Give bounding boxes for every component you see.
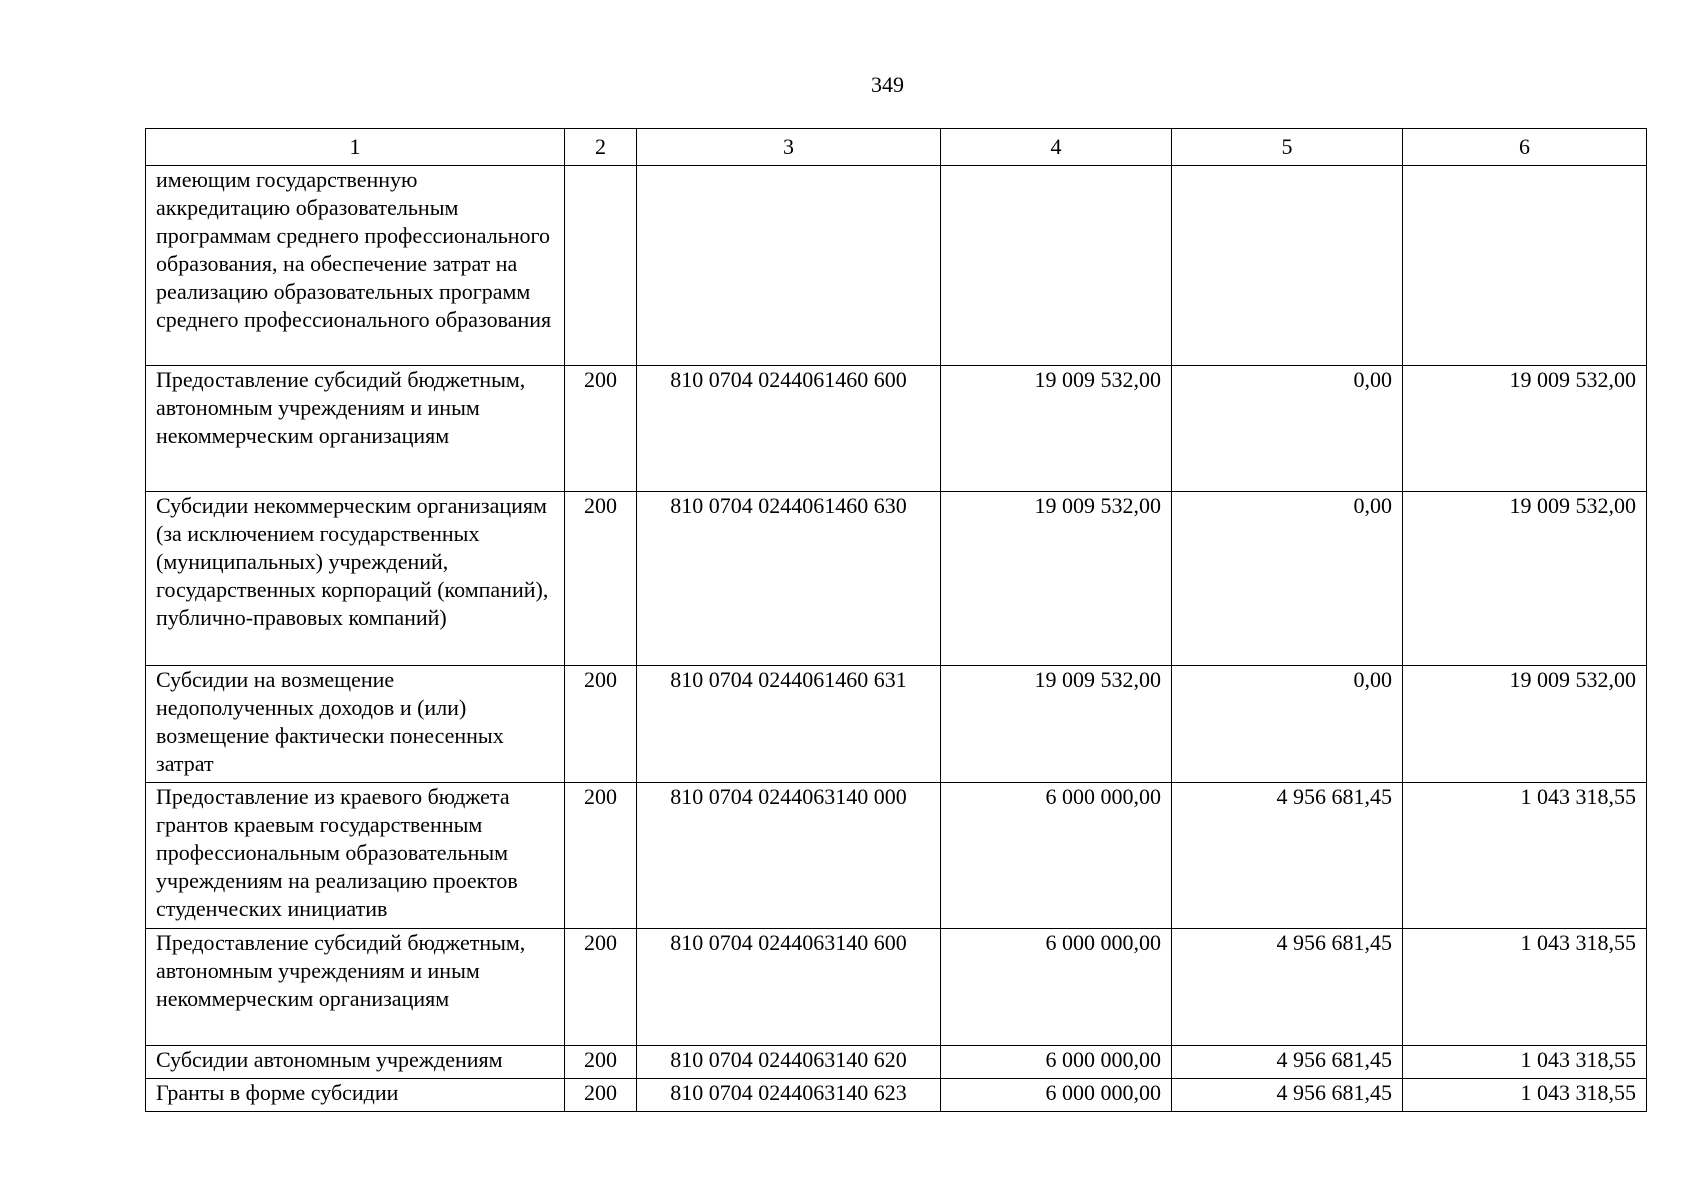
- row-name-cell: Субсидии автономным учреждениям: [146, 1046, 565, 1079]
- row-code-cell: 200: [565, 1079, 637, 1112]
- row-approved-cell: 6 000 000,00: [941, 1046, 1172, 1079]
- row-unexecuted-cell: 1 043 318,55: [1403, 929, 1647, 1046]
- row-executed-cell: 4 956 681,45: [1172, 1046, 1403, 1079]
- row-unexecuted-cell: 1 043 318,55: [1403, 1046, 1647, 1079]
- column-header-4: 4: [941, 129, 1172, 166]
- row-unexecuted-cell: 19 009 532,00: [1403, 366, 1647, 492]
- column-number-header-row: [146, 129, 1647, 166]
- row-name-cell: Предоставление субсидий бюджетным, автономным учреждениям и иным некоммерческим организациям: [146, 366, 565, 492]
- row-kbk-cell: 810 0704 0244061460 600: [637, 366, 941, 492]
- row-approved-cell: 19 009 532,00: [941, 366, 1172, 492]
- row-unexecuted-cell: 1 043 318,55: [1403, 1079, 1647, 1112]
- row-executed-cell: 0,00: [1172, 666, 1403, 783]
- row-approved-cell: [941, 166, 1172, 366]
- column-header-1: 1: [146, 129, 565, 166]
- row-code-cell: 200: [565, 666, 637, 783]
- row-name-cell: имеющим государственную аккредитацию образовательным программам среднего профессионального образования, на обеспечение затрат на реализацию образовательных программ среднего профессионального образования: [146, 166, 565, 366]
- row-kbk-cell: 810 0704 0244061460 631: [637, 666, 941, 783]
- column-header-5: 5: [1172, 129, 1403, 166]
- column-header-6: 6: [1403, 129, 1647, 166]
- row-code-cell: [565, 166, 637, 366]
- row-executed-cell: 0,00: [1172, 492, 1403, 666]
- table-row: [146, 783, 1647, 929]
- table-row: [146, 929, 1647, 1046]
- row-approved-cell: 6 000 000,00: [941, 929, 1172, 1046]
- row-unexecuted-cell: 1 043 318,55: [1403, 783, 1647, 929]
- row-approved-cell: 19 009 532,00: [941, 666, 1172, 783]
- column-header-3: 3: [637, 129, 941, 166]
- row-name-cell: Субсидии некоммерческим организациям (за исключением государственных (муниципальных) учреждений, государственных корпораций (компаний), публично-правовых компаний): [146, 492, 565, 666]
- table-row: [146, 1079, 1647, 1112]
- row-approved-cell: 6 000 000,00: [941, 1079, 1172, 1112]
- row-name-cell: Гранты в форме субсидии: [146, 1079, 565, 1112]
- row-executed-cell: 4 956 681,45: [1172, 783, 1403, 929]
- row-kbk-cell: 810 0704 0244063140 000: [637, 783, 941, 929]
- column-header-2: 2: [565, 129, 637, 166]
- table-row: [146, 666, 1647, 783]
- row-unexecuted-cell: 19 009 532,00: [1403, 666, 1647, 783]
- row-unexecuted-cell: 19 009 532,00: [1403, 492, 1647, 666]
- row-unexecuted-cell: [1403, 166, 1647, 366]
- row-kbk-cell: 810 0704 0244063140 600: [637, 929, 941, 1046]
- row-code-cell: 200: [565, 783, 637, 929]
- row-approved-cell: 19 009 532,00: [941, 492, 1172, 666]
- row-kbk-cell: 810 0704 0244063140 623: [637, 1079, 941, 1112]
- row-code-cell: 200: [565, 492, 637, 666]
- row-approved-cell: 6 000 000,00: [941, 783, 1172, 929]
- row-name-cell: Субсидии на возмещение недополученных доходов и (или) возмещение фактически понесенных затрат: [146, 666, 565, 783]
- table-row: [146, 166, 1647, 366]
- table-row: [146, 1046, 1647, 1079]
- budget-execution-table: [145, 128, 1647, 1112]
- row-kbk-cell: 810 0704 0244061460 630: [637, 492, 941, 666]
- row-name-cell: Предоставление из краевого бюджета грантов краевым государственным профессиональным образовательным учреждениям на реализацию проектов студенческих инициатив: [146, 783, 565, 929]
- row-executed-cell: 0,00: [1172, 366, 1403, 492]
- row-kbk-cell: 810 0704 0244063140 620: [637, 1046, 941, 1079]
- row-code-cell: 200: [565, 1046, 637, 1079]
- table-row: [146, 492, 1647, 666]
- row-kbk-cell: [637, 166, 941, 366]
- row-executed-cell: [1172, 166, 1403, 366]
- page-number: 349: [871, 72, 904, 97]
- row-executed-cell: 4 956 681,45: [1172, 929, 1403, 1046]
- row-code-cell: 200: [565, 366, 637, 492]
- row-code-cell: 200: [565, 929, 637, 1046]
- table-row: [146, 366, 1647, 492]
- row-executed-cell: 4 956 681,45: [1172, 1079, 1403, 1112]
- row-name-cell: Предоставление субсидий бюджетным, автономным учреждениям и иным некоммерческим организациям: [146, 929, 565, 1046]
